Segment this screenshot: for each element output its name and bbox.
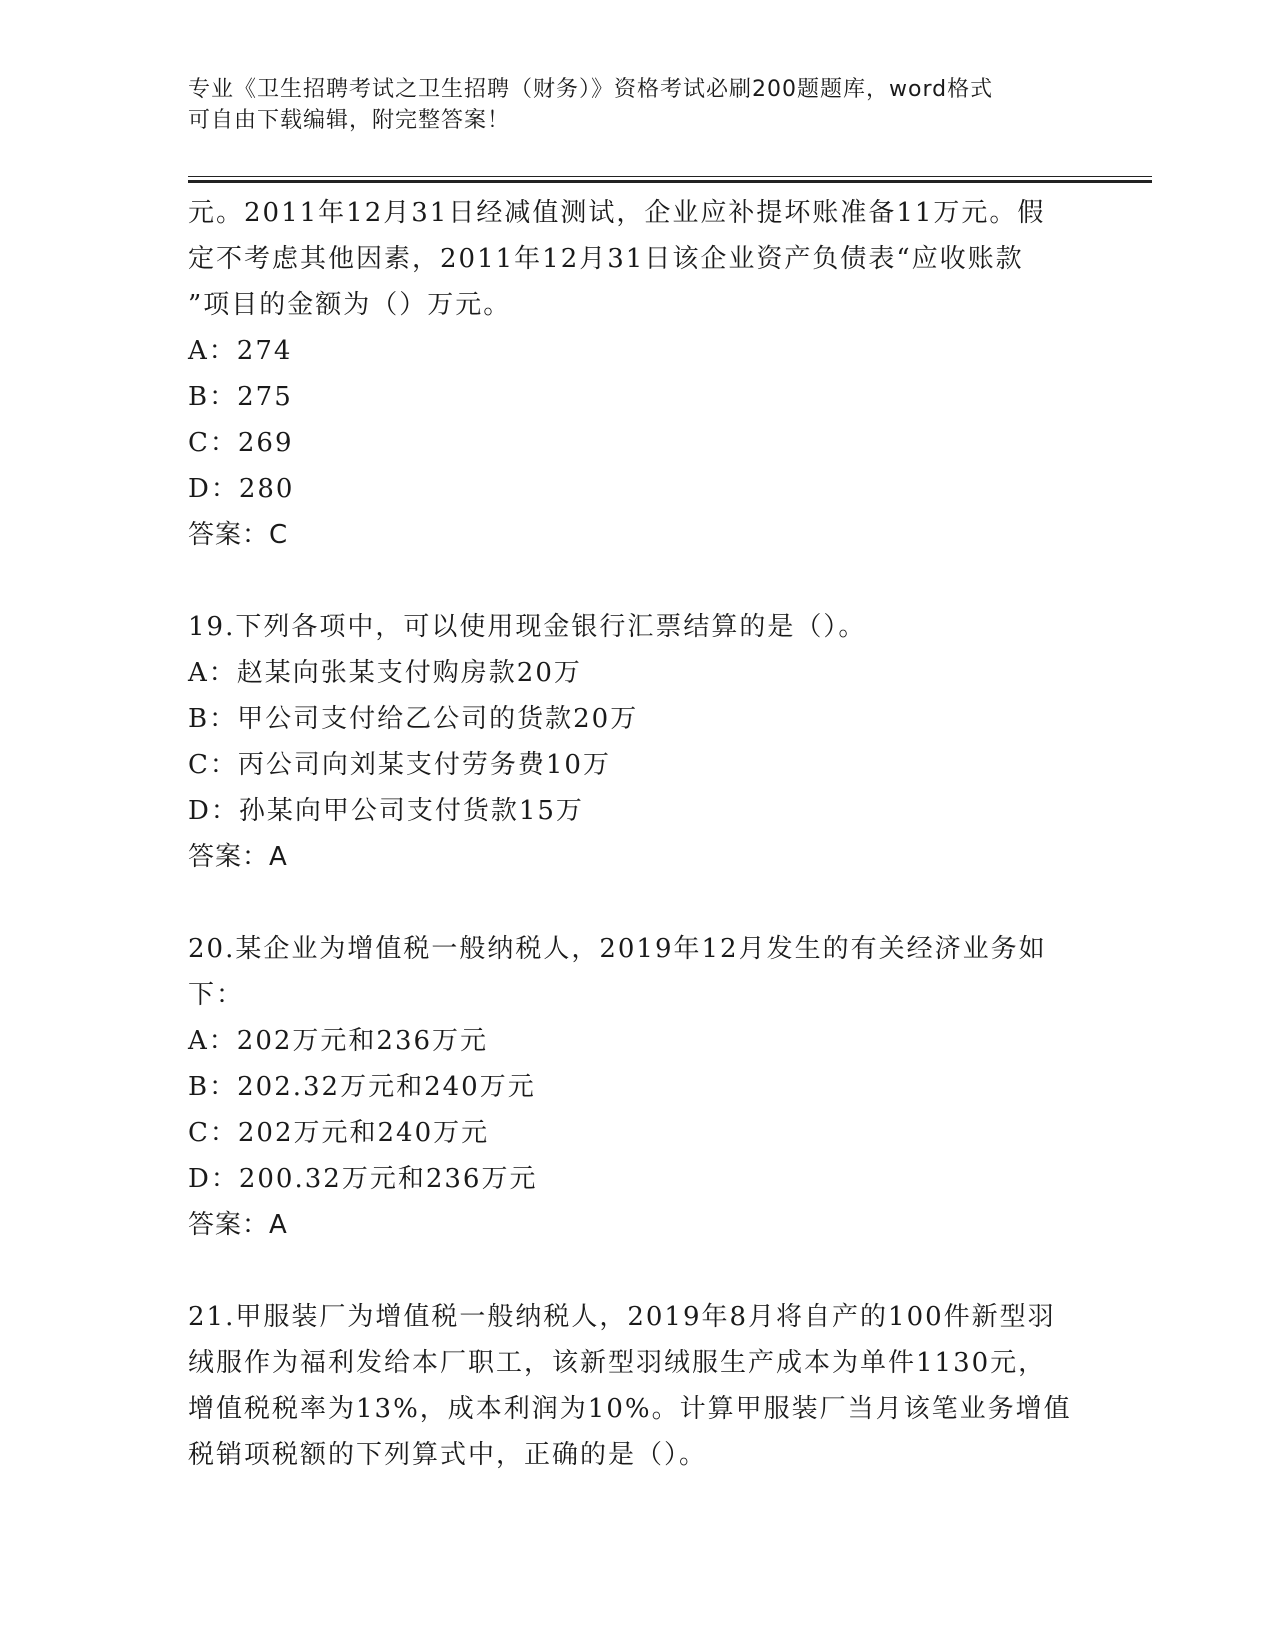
question-19 (188, 604, 1088, 880)
option-b: B：275 (188, 382, 293, 412)
answer-label: 答案：C (188, 520, 289, 550)
option-d: D：280 (188, 474, 295, 504)
question-text-line: 税销项税额的下列算式中，正确的是（）。 (188, 1440, 708, 1470)
question-text-line: 20.某企业为增值税一般纳税人，2019年12月发生的有关经济业务如 (188, 934, 1047, 964)
option-c: C：202万元和240万元 (188, 1118, 490, 1148)
question-18 (188, 190, 1088, 558)
spacer (188, 558, 1088, 604)
answer-label: 答案：A (188, 842, 288, 872)
question-text-line: 19.下列各项中，可以使用现金银行汇票结算的是（）。 (188, 612, 867, 642)
header-divider-thin (188, 176, 1152, 177)
header-divider-thick (188, 180, 1152, 183)
spacer (188, 880, 1088, 926)
option-b: B：甲公司支付给乙公司的货款20万 (188, 704, 639, 734)
answer-label: 答案：A (188, 1210, 288, 1240)
option-a: A：274 (188, 336, 293, 366)
header-title-line-1: 专业《卫生招聘考试之卫生招聘（财务）》资格考试必刷200题题库，word格式 (188, 77, 994, 102)
page-header (188, 74, 1088, 136)
question-text-line: 增值税税率为13%，成本利润为10%。计算甲服装厂当月该笔业务增值 (188, 1394, 1072, 1424)
option-d: D：孙某向甲公司支付货款15万 (188, 796, 584, 826)
document-body (188, 190, 1088, 1478)
question-20 (188, 926, 1088, 1248)
spacer (188, 1248, 1088, 1294)
question-text-line: 绒服作为福利发给本厂职工，该新型羽绒服生产成本为单件1130元， (188, 1348, 1047, 1378)
option-b: B：202.32万元和240万元 (188, 1072, 536, 1102)
option-a: A：赵某向张某支付购房款20万 (188, 658, 582, 688)
header-title-line-2: 可自由下载编辑，附完整答案！ (188, 108, 511, 133)
option-d: D：200.32万元和236万元 (188, 1164, 538, 1194)
option-c: C：丙公司向刘某支付劳务费10万 (188, 750, 611, 780)
question-21 (188, 1294, 1088, 1478)
option-a: A：202万元和236万元 (188, 1026, 489, 1056)
question-text-line: 元。2011年12月31日经减值测试，企业应补提坏账准备11万元。假 (188, 198, 1046, 228)
question-text-line: 下： (188, 980, 245, 1010)
question-text-line: ”项目的金额为（）万元。 (188, 290, 512, 320)
question-text-line: 21.甲服装厂为增值税一般纳税人，2019年8月将自产的100件新型羽 (188, 1302, 1056, 1332)
option-c: C：269 (188, 428, 294, 458)
question-text-line: 定不考虑其他因素，2011年12月31日该企业资产负债表“应收账款 (188, 244, 1024, 274)
